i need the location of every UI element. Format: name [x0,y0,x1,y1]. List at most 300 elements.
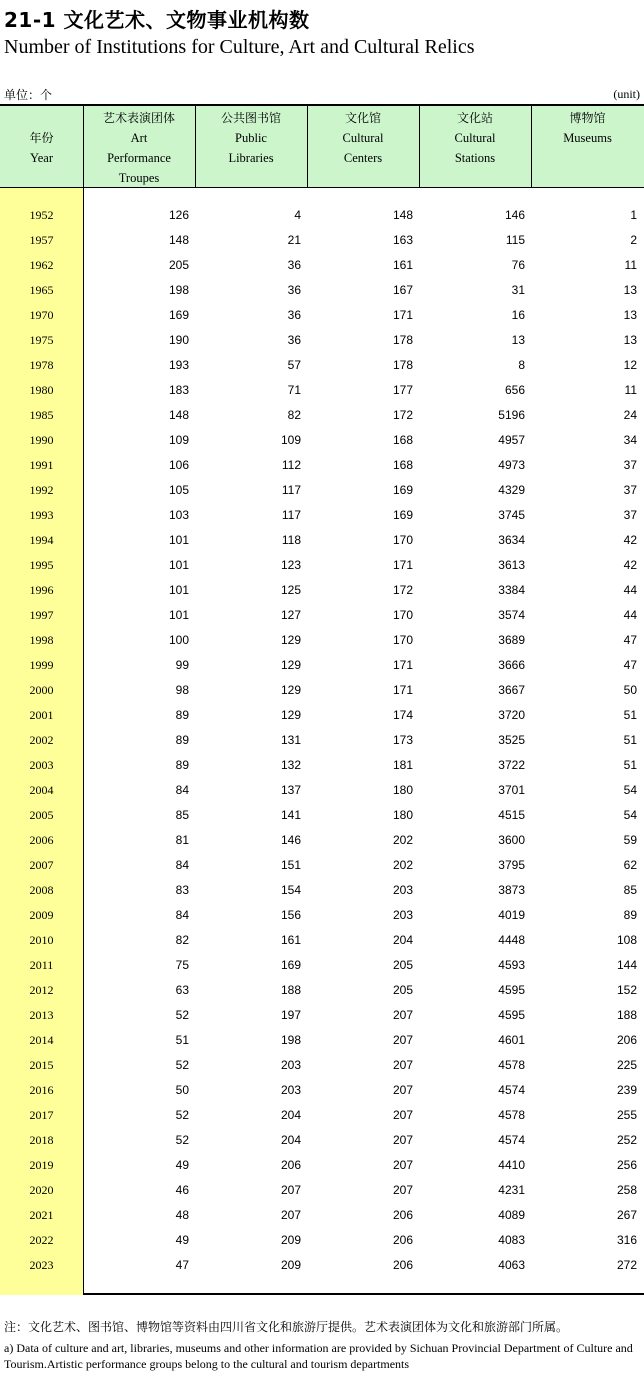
table-row [0,378,644,403]
cultural-stations-cell: 4083 [498,1233,525,1247]
art-troupes-cell: 89 [175,708,189,722]
public-libraries-cell: 82 [287,408,301,422]
museums-cell: 54 [623,808,637,822]
museums-cell: 11 [624,383,637,397]
public-libraries-cell: 206 [280,1158,301,1172]
year-cell: 2001 [29,708,54,722]
header-art-troupes-en3: Troupes [118,171,160,185]
public-libraries-cell: 118 [281,533,301,547]
cultural-centers-cell: 207 [392,1083,413,1097]
table-row [0,253,644,278]
table-row [0,1053,644,1078]
cultural-centers-cell: 171 [392,308,413,322]
cultural-centers-cell: 202 [392,833,413,847]
year-cell: 2016 [29,1083,54,1097]
art-troupes-cell: 83 [175,883,189,897]
museums-cell: 50 [623,683,637,697]
art-troupes-cell: 84 [175,858,189,872]
cultural-stations-cell: 4063 [498,1258,525,1272]
cultural-stations-cell: 13 [511,333,525,347]
header-cultural-stations-cn: 文化站 [456,111,493,125]
year-cell: 1999 [29,658,54,672]
art-troupes-cell: 63 [175,983,189,997]
museums-cell: 2 [630,233,637,247]
art-troupes-cell: 126 [168,208,189,222]
cultural-stations-cell: 4578 [498,1058,525,1072]
public-libraries-cell: 137 [280,783,301,797]
cultural-stations-cell: 3689 [498,633,525,647]
table-row [0,853,644,878]
year-cell: 1962 [29,258,54,272]
year-cell: 1991 [29,458,54,472]
public-libraries-cell: 169 [280,958,301,972]
museums-cell: 255 [616,1108,637,1122]
public-libraries-cell: 112 [281,458,301,472]
year-cell: 1995 [29,558,54,572]
header-art-troupes [83,106,195,187]
museums-cell: 47 [623,633,637,647]
cultural-stations-cell: 4601 [498,1033,525,1047]
table-row [0,1128,644,1153]
art-troupes-cell: 75 [175,958,189,972]
table-row [0,1228,644,1253]
cultural-centers-cell: 177 [392,383,413,397]
public-libraries-cell: 36 [287,308,301,322]
table-row [0,353,644,378]
art-troupes-cell: 49 [175,1158,189,1172]
art-troupes-cell: 51 [175,1033,189,1047]
art-troupes-cell: 49 [175,1233,189,1247]
art-troupes-cell: 85 [175,808,189,822]
cultural-stations-cell: 4574 [498,1133,525,1147]
museums-cell: 51 [623,758,637,772]
table-row [0,303,644,328]
cultural-stations-cell: 3525 [498,733,525,747]
art-troupes-cell: 109 [168,433,189,447]
table-row [0,928,644,953]
table-row [0,978,644,1003]
cultural-centers-cell: 207 [392,1108,413,1122]
header-divider [195,106,196,187]
public-libraries-cell: 129 [280,658,301,672]
public-libraries-cell: 117 [281,483,301,497]
cultural-centers-cell: 170 [392,633,413,647]
year-cell: 2011 [29,958,54,972]
year-cell: 2019 [29,1158,54,1172]
museums-cell: 51 [623,733,637,747]
museums-cell: 144 [616,958,637,972]
cultural-stations-cell: 3745 [498,508,525,522]
museums-cell: 152 [616,983,637,997]
cultural-centers-cell: 170 [392,608,413,622]
table-row [0,453,644,478]
public-libraries-cell: 204 [280,1108,301,1122]
cultural-centers-cell: 173 [392,733,413,747]
cultural-centers-cell: 205 [392,983,413,997]
cultural-stations-cell: 4578 [498,1108,525,1122]
header-art-troupes-cn: 艺术表演团体 [102,111,175,125]
table-row [0,578,644,603]
cultural-stations-cell: 3795 [498,858,525,872]
cultural-stations-cell: 3613 [498,558,525,572]
public-libraries-cell: 109 [280,433,301,447]
cultural-centers-cell: 207 [392,1033,413,1047]
table-row [0,1153,644,1178]
museums-cell: 225 [616,1058,637,1072]
cultural-centers-cell: 206 [392,1208,413,1222]
year-cell: 1997 [29,608,54,622]
museums-cell: 272 [616,1258,637,1272]
cultural-centers-cell: 171 [392,558,413,572]
header-public-libraries-en2: Libraries [228,151,274,165]
public-libraries-cell: 4 [294,208,301,222]
table-row [0,428,644,453]
public-libraries-cell: 197 [280,1008,301,1022]
museums-cell: 34 [623,433,637,447]
museums-cell: 188 [616,1008,637,1022]
year-cell: 2017 [29,1108,54,1122]
table-row [0,553,644,578]
public-libraries-cell: 36 [287,333,301,347]
museums-cell: 51 [623,708,637,722]
year-cell: 2013 [29,1008,54,1022]
museums-cell: 37 [623,483,637,497]
public-libraries-cell: 156 [280,908,301,922]
cultural-stations-cell: 16 [511,308,525,322]
museums-cell: 1 [630,208,637,222]
cultural-centers-cell: 168 [392,433,413,447]
cultural-stations-cell: 4448 [498,933,525,947]
museums-cell: 42 [623,558,637,572]
cultural-stations-cell: 4515 [498,808,525,822]
public-libraries-cell: 71 [287,383,301,397]
museums-cell: 316 [616,1233,637,1247]
year-cell: 2023 [29,1258,54,1272]
table-body [0,203,644,1278]
art-troupes-cell: 106 [168,458,189,472]
cultural-centers-cell: 207 [392,1183,413,1197]
art-troupes-cell: 193 [168,358,189,372]
year-cell: 1992 [29,483,54,497]
public-libraries-cell: 57 [287,358,301,372]
header-cultural-stations-en1: Cultural [454,131,496,145]
museums-cell: 44 [623,583,637,597]
art-troupes-cell: 82 [175,933,189,947]
art-troupes-cell: 148 [168,408,189,422]
table-row [0,1078,644,1103]
art-troupes-cell: 190 [168,333,189,347]
art-troupes-cell: 101 [168,533,189,547]
year-cell: 1994 [29,533,54,547]
cultural-centers-cell: 178 [392,358,413,372]
table-row [0,628,644,653]
cultural-stations-cell: 146 [504,208,525,222]
public-libraries-cell: 129 [280,708,301,722]
table-row [0,603,644,628]
public-libraries-cell: 146 [280,833,301,847]
cultural-centers-cell: 169 [392,508,413,522]
art-troupes-cell: 52 [175,1058,189,1072]
year-cell: 1952 [29,208,54,222]
year-cell: 1980 [29,383,54,397]
cultural-centers-cell: 204 [392,933,413,947]
museums-cell: 13 [623,308,637,322]
table-row [0,803,644,828]
art-troupes-cell: 52 [175,1108,189,1122]
public-libraries-cell: 36 [287,283,301,297]
year-cell: 2008 [29,883,54,897]
year-cell: 1975 [29,333,54,347]
table-row [0,953,644,978]
cultural-centers-cell: 168 [392,458,413,472]
cultural-centers-cell: 148 [392,208,413,222]
year-cell: 2012 [29,983,54,997]
table-header [0,106,644,188]
year-cell: 2005 [29,808,54,822]
cultural-stations-cell: 4329 [498,483,525,497]
year-cell: 1978 [29,358,54,372]
cultural-stations-cell: 3600 [498,833,525,847]
header-art-troupes-en1: Art [130,131,148,145]
table-row [0,403,644,428]
cultural-stations-cell: 4410 [498,1158,525,1172]
header-art-troupes-en2: Performance [107,151,171,165]
cultural-stations-cell: 4593 [498,958,525,972]
cultural-centers-cell: 206 [392,1258,413,1272]
public-libraries-cell: 123 [280,558,301,572]
year-cell: 2002 [29,733,54,747]
art-troupes-cell: 105 [168,483,189,497]
cultural-stations-cell: 4574 [498,1083,525,1097]
header-cultural-stations-en2: Stations [454,151,496,165]
year-cell: 2000 [29,683,54,697]
art-troupes-cell: 84 [175,783,189,797]
cultural-stations-cell: 4973 [498,458,525,472]
year-cell: 2020 [29,1183,54,1197]
header-museums-cn: 博物馆 [569,111,606,125]
public-libraries-cell: 21 [287,233,301,247]
public-libraries-cell: 125 [280,583,301,597]
table-row [0,503,644,528]
cultural-stations-cell: 4595 [498,1008,525,1022]
header-public-libraries [195,106,307,187]
cultural-centers-cell: 171 [392,658,413,672]
public-libraries-cell: 117 [281,508,301,522]
year-cell: 1996 [29,583,54,597]
public-libraries-cell: 154 [280,883,301,897]
public-libraries-cell: 129 [280,633,301,647]
table-row [0,903,644,928]
header-cultural-centers [307,106,419,187]
public-libraries-cell: 141 [280,808,301,822]
table-row [0,653,644,678]
header-museums-en1: Museums [563,131,612,145]
public-libraries-cell: 151 [280,858,301,872]
public-libraries-cell: 209 [280,1258,301,1272]
art-troupes-cell: 89 [175,758,189,772]
year-cell: 1970 [29,308,54,322]
year-cell: 2015 [29,1058,54,1072]
year-cell: 2010 [29,933,54,947]
table-row [0,878,644,903]
cultural-stations-cell: 5196 [498,408,525,422]
public-libraries-cell: 209 [280,1233,301,1247]
cultural-stations-cell: 4595 [498,983,525,997]
cultural-centers-cell: 180 [392,808,413,822]
cultural-centers-cell: 163 [392,233,413,247]
cultural-centers-cell: 161 [392,258,413,272]
table-title-cn: 21-1 文化艺术、文物事业机构数 [4,8,310,32]
cultural-stations-cell: 3574 [498,608,525,622]
museums-cell: 62 [623,858,637,872]
table-row [0,1003,644,1028]
year-cell: 2003 [29,758,54,772]
art-troupes-cell: 183 [168,383,189,397]
museums-cell: 11 [624,258,637,272]
header-cultural-centers-en2: Centers [343,151,383,165]
header-cultural-centers-cn: 文化馆 [344,111,381,125]
museums-cell: 44 [623,608,637,622]
art-troupes-cell: 101 [168,558,189,572]
year-cell: 2004 [29,783,54,797]
cultural-stations-cell: 4089 [498,1208,525,1222]
cultural-stations-cell: 4957 [498,433,525,447]
year-cell: 2021 [29,1208,54,1222]
museums-cell: 267 [616,1208,637,1222]
cultural-centers-cell: 206 [392,1233,413,1247]
cultural-centers-cell: 203 [392,908,413,922]
public-libraries-cell: 207 [280,1183,301,1197]
art-troupes-cell: 52 [175,1133,189,1147]
year-cell: 2009 [29,908,54,922]
public-libraries-cell: 207 [280,1208,301,1222]
year-cell: 1957 [29,233,54,247]
museums-cell: 13 [623,283,637,297]
cultural-centers-cell: 207 [392,1008,413,1022]
cultural-stations-cell: 3666 [498,658,525,672]
cultural-centers-cell: 172 [392,583,413,597]
art-troupes-cell: 198 [168,283,189,297]
museums-cell: 206 [616,1033,637,1047]
cultural-centers-cell: 180 [392,783,413,797]
museums-cell: 24 [623,408,637,422]
art-troupes-cell: 98 [175,683,189,697]
museums-cell: 37 [623,458,637,472]
museums-cell: 54 [623,783,637,797]
year-cell: 1998 [29,633,54,647]
cultural-stations-cell: 3701 [498,783,525,797]
header-museums [531,106,644,187]
public-libraries-cell: 131 [280,733,301,747]
public-libraries-cell: 36 [287,258,301,272]
museums-cell: 258 [616,1183,637,1197]
footnote-cn: 注：文化艺术、图书馆、博物馆等资料由四川省文化和旅游厅提供。艺术表演团体为文化和旅游部门所属。 [4,1320,569,1334]
year-cell: 1990 [29,433,54,447]
museums-cell: 42 [623,533,637,547]
cultural-centers-cell: 207 [392,1133,413,1147]
table-row [0,678,644,703]
cultural-stations-cell: 3667 [498,683,525,697]
art-troupes-cell: 52 [175,1008,189,1022]
art-troupes-cell: 81 [175,833,189,847]
museums-cell: 256 [616,1158,637,1172]
cultural-stations-cell: 31 [511,283,525,297]
public-libraries-cell: 198 [280,1033,301,1047]
cultural-centers-cell: 207 [392,1058,413,1072]
header-year [0,106,83,187]
header-year-cn: 年份 [29,131,54,145]
public-libraries-cell: 204 [280,1133,301,1147]
cultural-stations-cell: 3722 [498,758,525,772]
art-troupes-cell: 205 [168,258,189,272]
header-public-libraries-en1: Public [235,131,267,145]
museums-cell: 108 [616,933,637,947]
art-troupes-cell: 100 [168,633,189,647]
cultural-centers-cell: 170 [392,533,413,547]
cultural-centers-cell: 181 [392,758,413,772]
art-troupes-cell: 47 [175,1258,189,1272]
cultural-centers-cell: 207 [392,1158,413,1172]
table-row [0,328,644,353]
museums-cell: 47 [623,658,637,672]
year-cell: 2006 [29,833,54,847]
art-troupes-cell: 99 [175,658,189,672]
table-row [0,703,644,728]
unit-label-en: (unit) [613,87,640,101]
cultural-stations-cell: 3720 [498,708,525,722]
public-libraries-cell: 188 [280,983,301,997]
museums-cell: 13 [623,333,637,347]
table-title-en: Number of Institutions for Culture, Art and Cultural Relics [4,36,475,58]
table-row [0,778,644,803]
header-cultural-centers-en1: Cultural [342,131,384,145]
year-cell: 2007 [29,858,54,872]
art-troupes-cell: 50 [175,1083,189,1097]
public-libraries-cell: 132 [280,758,301,772]
cultural-stations-cell: 3873 [498,883,525,897]
header-divider [307,106,308,187]
table-row [0,1178,644,1203]
table-row [0,828,644,853]
table-row [0,1203,644,1228]
art-troupes-cell: 84 [175,908,189,922]
cultural-stations-cell: 3634 [498,533,525,547]
cultural-stations-cell: 3384 [498,583,525,597]
art-troupes-cell: 89 [175,733,189,747]
cultural-centers-cell: 178 [392,333,413,347]
museums-cell: 89 [623,908,637,922]
art-troupes-cell: 148 [168,233,189,247]
cultural-stations-cell: 4019 [498,908,525,922]
public-libraries-cell: 203 [280,1083,301,1097]
art-troupes-cell: 103 [168,508,189,522]
header-divider [531,106,532,187]
cultural-centers-cell: 205 [392,958,413,972]
museums-cell: 37 [623,508,637,522]
cultural-stations-cell: 115 [505,233,525,247]
table-row [0,1103,644,1128]
header-year-en: Year [29,151,54,165]
year-cell: 1993 [29,508,54,522]
cultural-centers-cell: 167 [392,283,413,297]
year-cell: 2014 [29,1033,54,1047]
cultural-stations-cell: 76 [511,258,525,272]
table-row [0,728,644,753]
footnote-en: a) Data of culture and art, libraries, museums and other information are provided by Sichuan Provincial Department of Culture and Tourism.Artistic performance groups belong to the cultural and tourism departments [4,1341,633,1371]
table-row [0,1253,644,1278]
year-cell: 2022 [29,1233,54,1247]
cultural-centers-cell: 169 [392,483,413,497]
